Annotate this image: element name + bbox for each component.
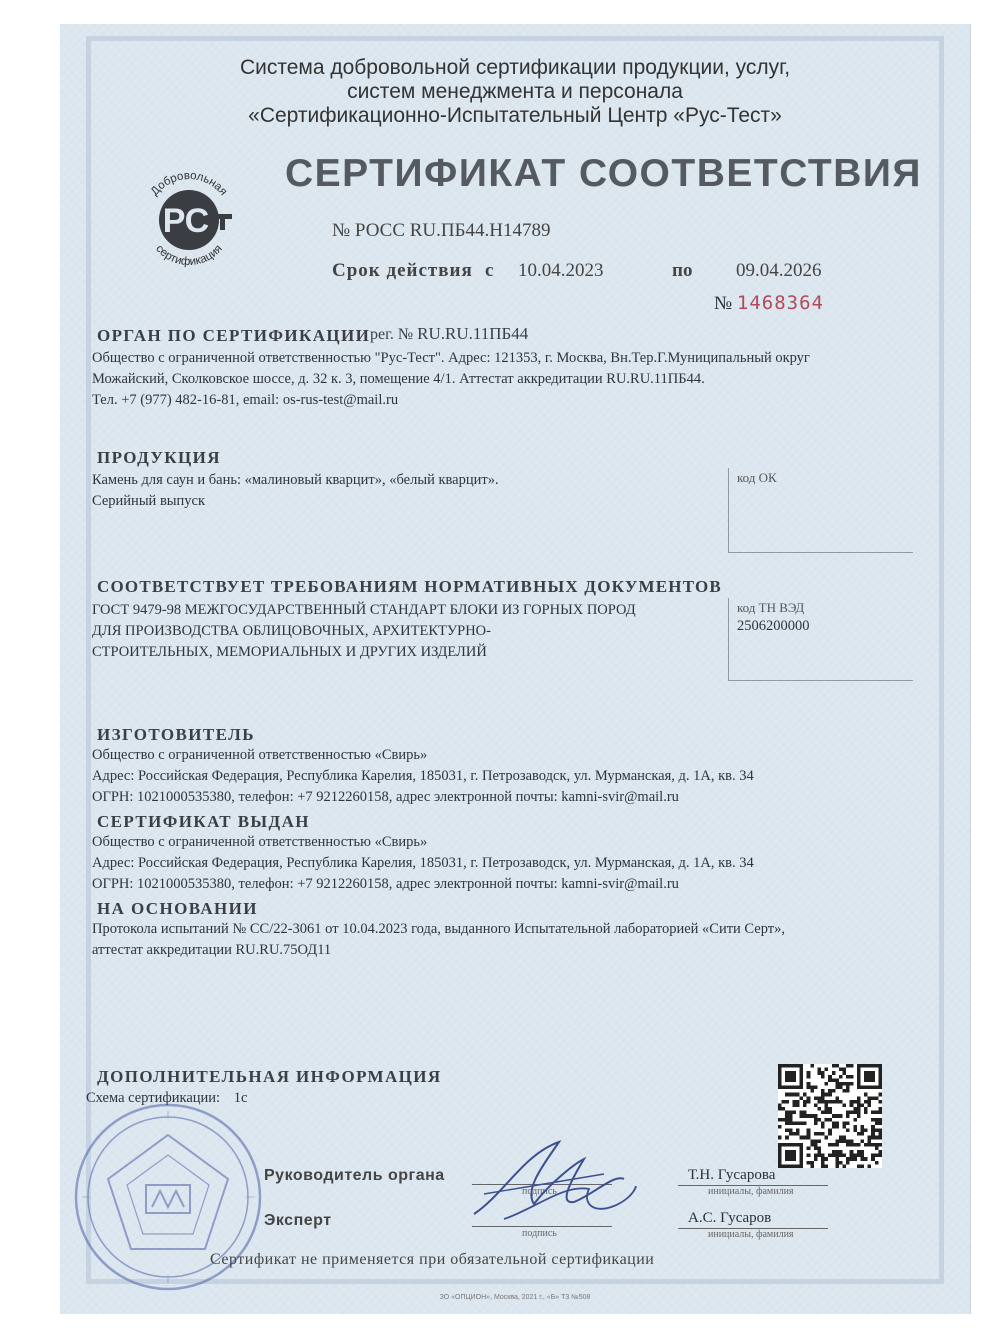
compliance-line-2: ДЛЯ ПРОИЗВОДСТВА ОБЛИЦОВОЧНЫХ, АРХИТЕКТУРНО- <box>92 623 491 639</box>
number-label: № <box>332 220 351 241</box>
expert-label: Эксперт <box>264 1212 332 1229</box>
header-line-3: «Сертификационно-Испытательный Центр «Рус-Тест» <box>248 104 782 127</box>
tnved-code-box <box>728 598 913 681</box>
qr-code <box>778 1064 882 1168</box>
certification-body-heading: ОРГАН ПО СЕРТИФИКАЦИИ <box>97 326 371 345</box>
product-heading: ПРОДУКЦИЯ <box>97 448 221 467</box>
validity-to-label: по <box>672 260 693 281</box>
manufacturer-line-3: ОГРН: 1021000535380, телефон: +7 9212260158, адрес электронной почты: kamni-svir@mail.ru <box>92 789 679 805</box>
reg-label: рег. № <box>370 326 414 343</box>
manufacturer-heading: ИЗГОТОВИТЕЛЬ <box>97 725 255 744</box>
scheme-value: 1с <box>233 1090 248 1106</box>
head-of-body-label: Руководитель органа <box>264 1167 445 1184</box>
product-line-2: Серийный выпуск <box>92 493 206 509</box>
expert-name-caption: инициалы, фамилия <box>708 1229 794 1240</box>
certification-body-line-2: Можайский, Сколковское шоссе, д. 32 к. 3, помещение 4/1. Аттестат аккредитации RU.RU.11ПБ44. <box>92 371 705 387</box>
header-line-1: Система добровольной сертификации продукции, услуг, <box>239 56 791 79</box>
validity-to-date: 09.04.2026 <box>736 260 822 281</box>
basis-line-1: Протокола испытаний № СС/22-3061 от 10.04.2023 года, выданного Испытательной лабораторией «Сити Серт», <box>92 921 785 937</box>
reg-number-line <box>370 324 528 344</box>
manufacturer-line-2: Адрес: Российская Федерация, Республика Карелия, 185031, г. Петрозаводск, ул. Мурманская, д. 1А, кв. 34 <box>92 768 754 784</box>
reg-number: RU.RU.11ПБ44 <box>417 324 529 343</box>
expert-signature-caption: подпись <box>522 1228 557 1239</box>
tnved-code-label: код ТН ВЭД <box>737 600 805 615</box>
basis-heading: НА ОСНОВАНИИ <box>97 899 258 918</box>
print-info: ЗО «ОПЦИОН», Москва, 2021 г., «Б» Т3 №508 <box>439 1294 591 1301</box>
validity-from-date: 10.04.2023 <box>518 260 604 281</box>
issued-to-line-1: Общество с ограниченной ответственностью «Свирь» <box>92 834 428 850</box>
issued-to-line-3: ОГРН: 1021000535380, телефон: +7 9212260158, адрес электронной почты: kamni-svir@mail.ru <box>92 876 679 892</box>
logo-top-text: Добровольная <box>148 169 230 198</box>
validity-label: Срок действия <box>332 260 473 281</box>
head-name: Т.Н. Гусарова <box>688 1167 776 1183</box>
form-number-line <box>714 292 824 315</box>
certificate-number-line <box>332 220 551 242</box>
compliance-heading: СООТВЕТСТВУЕТ ТРЕБОВАНИЯМ НОРМАТИВНЫХ ДОКУМЕНТОВ <box>97 577 722 596</box>
issued-to-line-2: Адрес: Российская Федерация, Республика Карелия, 185031, г. Петрозаводск, ул. Мурманская, д. 1А, кв. 34 <box>92 855 754 871</box>
scheme-label: Схема сертификации: <box>86 1090 221 1106</box>
certificate-number: РОСС RU.ПБ44.Н14789 <box>354 220 551 241</box>
additional-info-heading: ДОПОЛНИТЕЛЬНАЯ ИНФОРМАЦИЯ <box>97 1067 442 1086</box>
product-line-1: Камень для саун и бань: «малиновый кварцит», «белый кварцит». <box>92 472 499 488</box>
certificate-sheet <box>60 24 971 1314</box>
certification-body-line-3: Тел. +7 (977) 482-16-81, email: os-rus-test@mail.ru <box>92 392 399 408</box>
logo-bottom-text: сертификация <box>153 242 225 269</box>
form-number-label: № <box>714 293 733 314</box>
form-number: 1468364 <box>736 292 824 314</box>
header-line-2: систем менеджмента и персонала <box>347 80 683 103</box>
footer-note: Сертификат не применяется при обязательной сертификации <box>210 1251 655 1268</box>
expert-name: А.С. Гусаров <box>688 1210 772 1226</box>
tnved-code: 2506200000 <box>737 618 810 634</box>
compliance-line-3: СТРОИТЕЛЬНЫХ, МЕМОРИАЛЬНЫХ И ДРУГИХ ИЗДЕЛИЙ <box>92 644 487 660</box>
signature-scribble <box>464 1134 644 1234</box>
ok-code-label: код ОК <box>737 470 777 485</box>
basis-line-2: аттестат аккредитации RU.RU.75ОД11 <box>92 942 332 958</box>
logo-mark: РС <box>162 202 210 240</box>
certification-body-line-1: Общество с ограниченной ответственностью "Рус-Тест". Адрес: 121353, г. Москва, Вн.Тер.Г.Муниципальный округ <box>92 350 810 366</box>
voluntary-certification-logo <box>134 162 244 272</box>
validity-from-label: с <box>485 260 494 281</box>
head-name-caption: инициалы, фамилия <box>708 1186 794 1197</box>
compliance-line-1: ГОСТ 9479-98 МЕЖГОСУДАРСТВЕННЫЙ СТАНДАРТ БЛОКИ ИЗ ГОРНЫХ ПОРОД <box>92 602 636 618</box>
head-signature-caption: подпись <box>522 1186 557 1197</box>
certificate-title: СЕРТИФИКАТ СООТВЕТСТВИЯ <box>285 152 922 195</box>
manufacturer-line-1: Общество с ограниченной ответственностью «Свирь» <box>92 747 428 763</box>
ok-code-box <box>728 468 913 553</box>
issued-to-heading: СЕРТИФИКАТ ВЫДАН <box>97 812 310 831</box>
